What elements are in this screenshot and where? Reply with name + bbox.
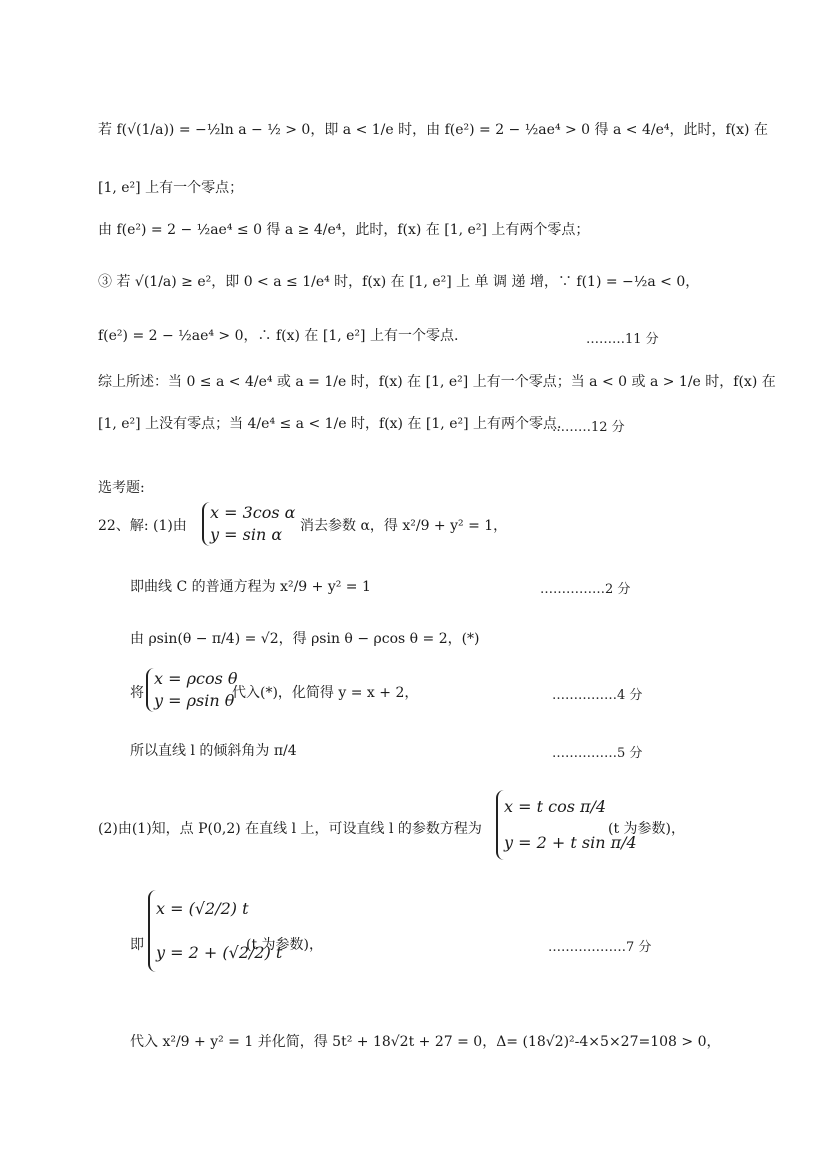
score-7: ………………7 分 [548,940,652,955]
paragraph-6: 综上所述：当 0 ≤ a < 4/e⁴ 或 a = 1/e 时，f(x) 在 [1, e²] 上有一个零点；当 a < 0 或 a > 1/e 时，f(x) 在 [98,374,776,390]
param-system-1 [198,502,299,546]
paragraph-7: [1, e²] 上没有零点；当 4/e⁴ ≤ a < 1/e 时，f(x) 在 [1, e²] 上有两个零点. [98,416,562,432]
q22-line-5: 所以直线 l 的倾斜角为 π/4 [130,743,297,759]
q22-intro-tail: 消去参数 α，得 x²/9 + y² = 1， [300,518,508,534]
param-system-4 [144,890,286,972]
sys1-row1: x = 3cos α [210,503,296,522]
q22-line-3: 由 ρsin(θ − π/4) = √2，得 ρsin θ − ρcos θ = 2，(*) [130,631,480,647]
score-2: ……………2 分 [540,582,631,597]
q22-line-4-post: 代入(*)，化简得 y = x + 2， [232,685,419,701]
sys2-row1: x = ρcos θ [154,669,238,688]
score-4: ……………4 分 [552,688,643,703]
sys4-row1: x = (√2/2) t [156,899,249,918]
sys4-row2: y = 2 + (√2/2) t [156,943,283,962]
sys3-row2: y = 2 + t sin π/4 [504,833,637,852]
score-11: ………11 分 [586,332,659,347]
q22-part3-pre: 即 [130,937,144,953]
section-heading: 选考题: [98,480,145,496]
sys1-row2: y = sin α [210,525,283,544]
q22-part3-post: (t 为参数)， [246,937,323,953]
param-system-2 [142,668,242,712]
sys2-row2: y = ρsin θ [154,691,235,710]
q22-last-line: 代入 x²/9 + y² = 1 并化简，得 5t² + 18√2t + 27 = 0，Δ= (18√2)²-4×5×27=108 > 0， [130,1034,721,1050]
paragraph-3: 由 f(e²) = 2 − ½ae⁴ ≤ 0 得 a ≥ 4/e⁴，此时，f(x) 在 [1, e²] 上有两个零点； [98,222,590,238]
paragraph-2: [1, e²] 上有一个零点； [98,180,244,196]
q22-intro: 22、解: (1)由 [98,518,187,534]
q22-part2-post: (t 为参数)， [608,821,685,837]
q22-line-4-pre: 将 [130,685,144,701]
paragraph-4: ③ 若 √(1/a) ≥ e²，即 0 < a ≤ 1/e⁴ 时，f(x) 在 [1, e²] 上 单 调 递 增，∵ f(1) = −½a < 0， [98,274,700,290]
q22-part2-pre: (2)由(1)知，点 P(0,2) 在直线 l 上，可设直线 l 的参数方程为 [98,821,482,837]
q22-line-2: 即曲线 C 的普通方程为 x²/9 + y² = 1 [130,579,371,595]
score-12: ………12 分 [552,420,625,435]
score-5: ……………5 分 [552,746,643,761]
paragraph-5: f(e²) = 2 − ½ae⁴ > 0，∴ f(x) 在 [1, e²] 上有一个零点. [98,328,459,344]
sys3-row1: x = t cos π/4 [504,797,607,816]
paragraph-1: 若 f(√(1/a)) = −½ln a − ½ > 0，即 a < 1/e 时，由 f(e²) = 2 − ½ae⁴ > 0 得 a < 4/e⁴，此时，f(x) 在 [98,122,768,138]
